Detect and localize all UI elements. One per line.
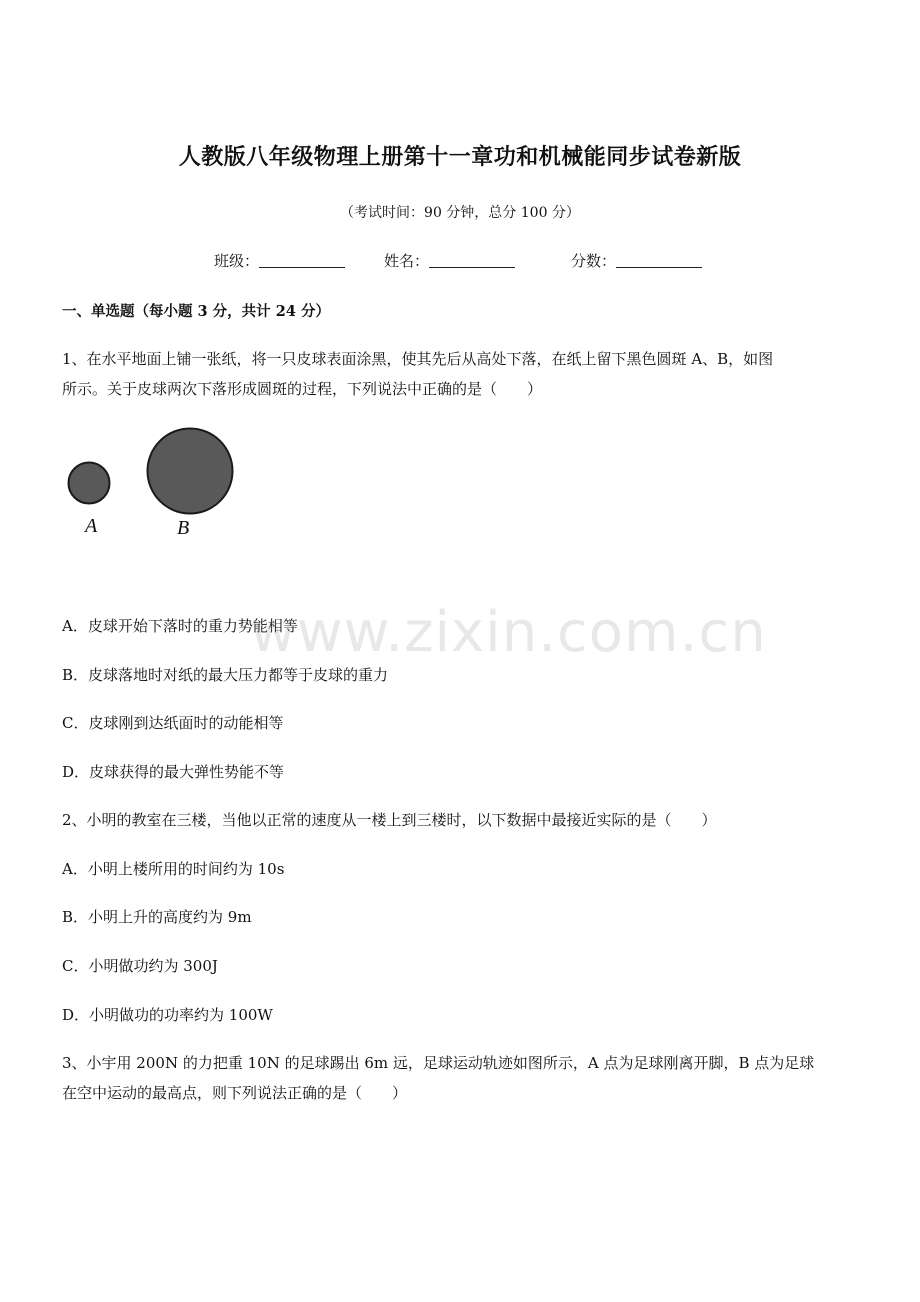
q3-stem-line2: 在空中运动的最高点，则下列说法正确的是（ ）	[62, 1084, 408, 1102]
q1-figure-svg	[60, 420, 260, 550]
score-blank[interactable]	[616, 253, 702, 268]
q1-option-b[interactable]: B．皮球落地时对纸的最大压力都等于皮球的重力	[62, 666, 389, 684]
q1-option-a[interactable]: A．皮球开始下落时的重力势能相等	[62, 617, 298, 635]
q1-figure	[60, 420, 260, 554]
class-field	[214, 250, 345, 271]
class-label: 班级：	[214, 252, 260, 270]
q2-option-c[interactable]: C．小明做功约为 300J	[62, 957, 218, 975]
q1-option-d[interactable]: D．皮球获得的最大弹性势能不等	[62, 763, 285, 781]
spot-a-label: A	[85, 515, 98, 537]
spot-b-label: B	[177, 517, 190, 539]
name-blank[interactable]	[429, 253, 515, 268]
spot-a	[69, 463, 110, 504]
exam-time-note: （考试时间：90 分钟，总分 100 分）	[340, 205, 580, 221]
q2-option-a[interactable]: A．小明上楼所用的时间约为 10s	[62, 860, 285, 878]
name-field	[384, 250, 515, 271]
class-blank[interactable]	[259, 253, 345, 268]
document-title: 人教版八年级物理上册第十一章功和机械能同步试卷新版	[178, 144, 742, 170]
q3-stem-line1: 3、小宇用 200N 的力把重 10N 的足球踢出 6m 远，足球运动轨迹如图所示，A 点为足球刚离开脚，B 点为足球	[62, 1054, 815, 1072]
q2-option-b[interactable]: B．小明上升的高度约为 9m	[62, 908, 252, 926]
q1-option-c[interactable]: C．皮球刚到达纸面时的动能相等	[62, 714, 284, 732]
name-label: 姓名：	[384, 252, 430, 270]
q1-stem-line1: 1、在水平地面上铺一张纸，将一只皮球表面涂黑，使其先后从高处下落，在纸上留下黑色圆斑 A、B，如图	[62, 350, 774, 368]
score-label: 分数：	[571, 252, 617, 270]
section-heading: 一、单选题（每小题 3 分，共计 24 分）	[62, 303, 330, 320]
q1-stem-line2: 所示。关于皮球两次下落形成圆斑的过程，下列说法中正确的是（ ）	[62, 380, 543, 398]
q2-option-d[interactable]: D．小明做功的功率约为 100W	[62, 1006, 273, 1024]
watermark: www.zixin.com.cn	[250, 600, 767, 665]
spot-b	[148, 429, 233, 514]
q2-stem: 2、小明的教室在三楼，当他以正常的速度从一楼上到三楼时，以下数据中最接近实际的是（ ）	[62, 811, 717, 829]
score-field	[571, 250, 702, 271]
